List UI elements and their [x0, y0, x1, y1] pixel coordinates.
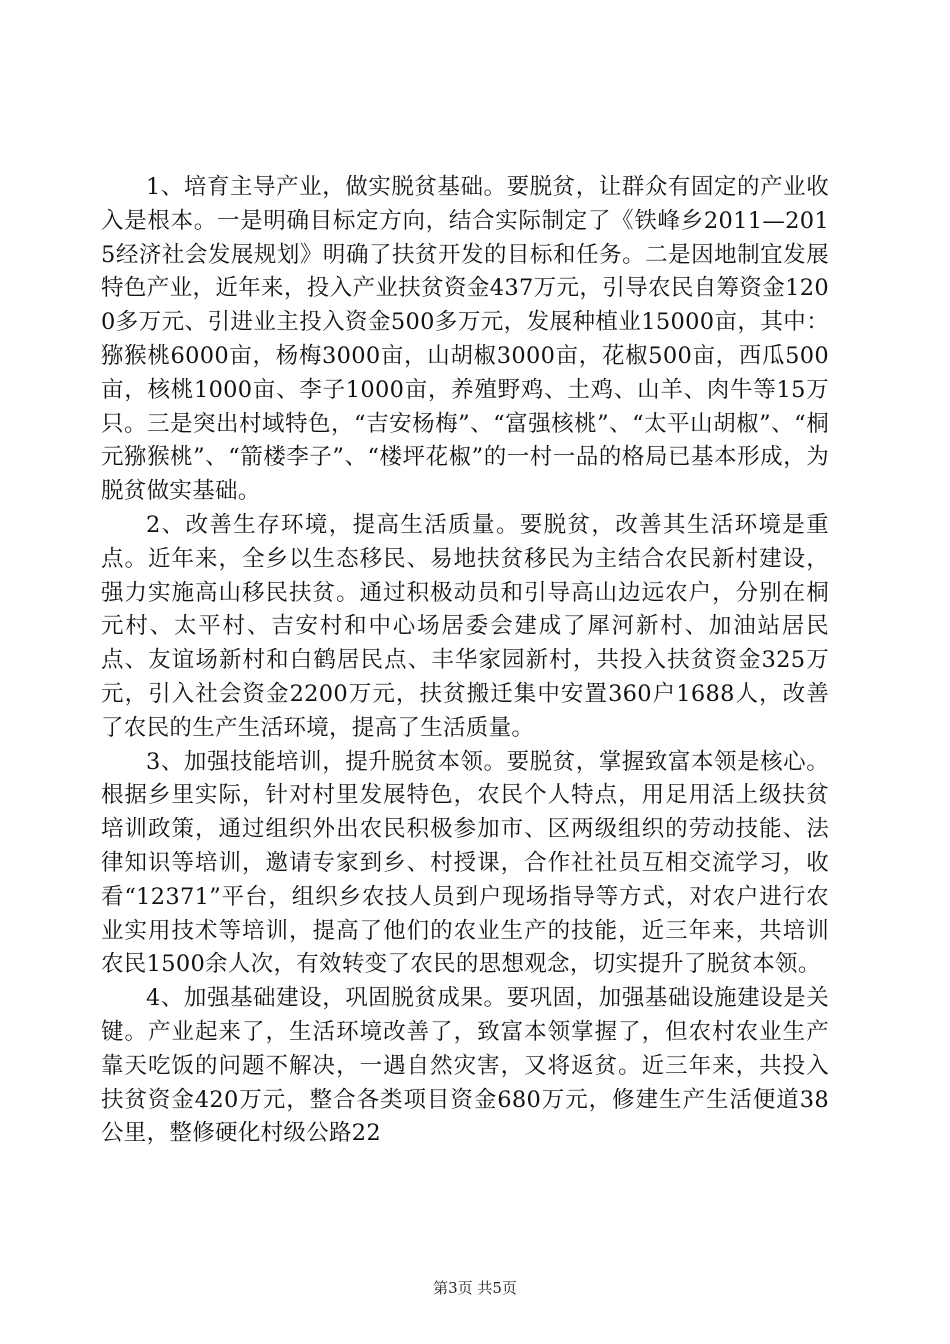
page-number-footer: 第3页 共5页 — [433, 1279, 517, 1297]
paragraph-3: 3、加强技能培训，提升脱贫本领。要脱贫，掌握致富本领是核心。根据乡里实际，针对村里发展特色，农民个人特点，用足用活上级扶贫培训政策，通过组织外出农民积极参加市、区两级组织的劳动技能、法律知识等培训，邀请专家到乡、村授课，合作社社员互相交流学习，收看“12371”平台，组织乡农技人员到户现场指导等方式，对农户进行农业实用技术等培训，提高了他们的农业生产的技能，近三年来，共培训农民1500余人次，有效转变了农民的思想观念，切实提升了脱贫本领。 — [101, 748, 829, 978]
document-body — [101, 171, 829, 1151]
paragraph-4: 4、加强基础建设，巩固脱贫成果。要巩固，加强基础设施建设是关键。产业起来了，生活环境改善了，致富本领掌握了，但农村农业生产靠天吃饭的问题不解决，一遇自然灾害，又将返贫。近三年来，共投入扶贫资金420万元，整合各类项目资金680万元，修建生产生活便道38公里，整修硬化村级公路22 — [101, 985, 829, 1147]
paragraph-2: 2、改善生存环境，提高生活质量。要脱贫，改善其生活环境是重点。近年来，全乡以生态移民、易地扶贫移民为主结合农民新村建设，强力实施高山移民扶贫。通过积极动员和引导高山边远农户，分别在桐元村、太平村、吉安村和中心场居委会建成了犀河新村、加油站居民点、友谊场新村和白鹤居民点、丰华家园新村，共投入扶贫资金325万元，引入社会资金2200万元，扶贫搬迁集中安置360户1688人，改善了农民的生产生活环境，提高了生活质量。 — [101, 511, 829, 741]
paragraph-1: 1、培育主导产业，做实脱贫基础。要脱贫，让群众有固定的产业收入是根本。一是明确目标定方向，结合实际制定了《铁峰乡2011—2015经济社会发展规划》明确了扶贫开发的目标和任务。二是因地制宜发展特色产业，近年来，投入产业扶贫资金437万元，引导农民自筹资金1200多万元、引进业主投入资金500多万元，发展种植业15000亩，其中：猕猴桃6000亩，杨梅3000亩，山胡椒3000亩，花椒500亩，西瓜500亩，核桃1000亩、李子1000亩，养殖野鸡、土鸡、山羊、肉牛等15万只。三是突出村域特色，“吉安杨梅”、“富强核桃”、“太平山胡椒”、“桐元猕猴桃”、“箭楼李子”、“楼坪花椒”的一村一品的格局已基本形成，为脱贫做实基础。 — [101, 174, 829, 505]
